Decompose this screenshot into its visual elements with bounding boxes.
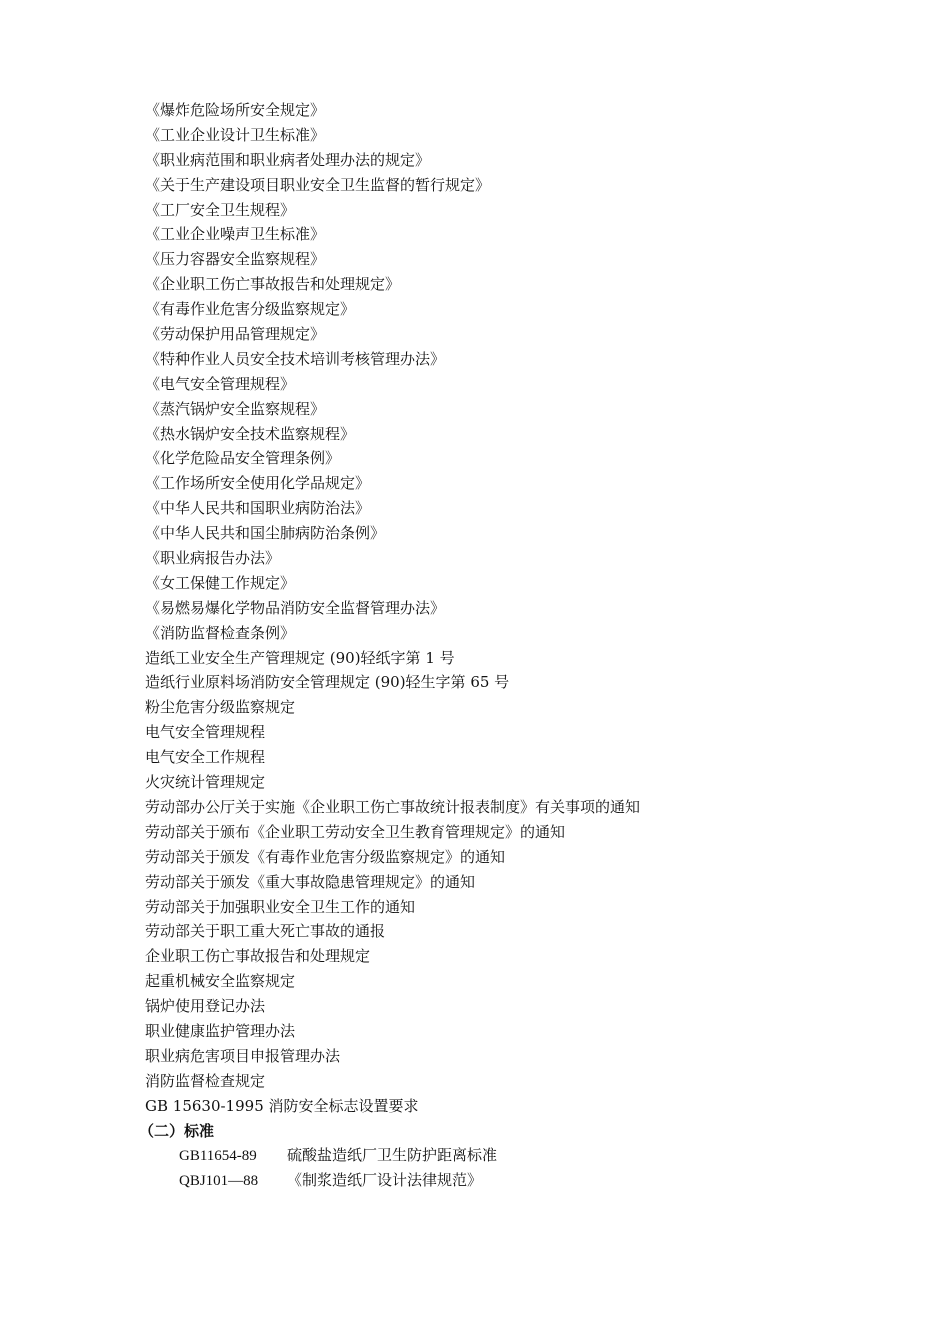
regulation-item: 《中华人民共和国尘肺病防治条例》 <box>145 524 386 543</box>
standard-item <box>145 1168 865 1193</box>
regulation-item: 电气安全工作规程 <box>145 748 266 767</box>
regulation-item: 《女工保健工作规定》 <box>145 573 296 592</box>
regulation-item: 职业健康监护管理办法 <box>145 1021 296 1040</box>
regulation-item: 起重机械安全监察规定 <box>145 972 296 991</box>
standard-item <box>145 1143 865 1168</box>
standard-code: QBJ101—88 <box>179 1173 259 1190</box>
standards-heading: （二）标准 <box>139 1121 215 1140</box>
regulation-item: 粉尘危害分级监察规定 <box>145 698 296 717</box>
regulation-item: 火灾统计管理规定 <box>145 773 266 792</box>
standard-title: 硫酸盐造纸厂卫生防护距离标准 <box>287 1146 498 1165</box>
regulation-item: 劳动部关于颁发《有毒作业危害分级监察规定》的通知 <box>145 847 506 866</box>
document-content <box>139 98 865 1193</box>
regulation-item: 劳动部关于颁布《企业职工劳动安全卫生教育管理规定》的通知 <box>145 822 566 841</box>
regulation-item: 造纸工业安全生产管理规定 (90)轻纸字第 1 号 <box>145 648 455 667</box>
regulation-item: 《工业企业设计卫生标准》 <box>145 125 326 144</box>
regulation-item: 锅炉使用登记办法 <box>145 997 266 1016</box>
regulation-item: 消防监督检查规定 <box>145 1071 266 1090</box>
regulation-item: 《爆炸危险场所安全规定》 <box>145 101 326 119</box>
regulation-item: 《蒸汽锅炉安全监察规程》 <box>145 399 326 418</box>
regulation-item: 《消防监督检查条例》 <box>145 623 296 642</box>
standard-title: 《制浆造纸厂设计法律规范》 <box>287 1171 483 1190</box>
regulation-item: 劳动部关于加强职业安全卫生工作的通知 <box>145 897 416 916</box>
regulation-item: 《电气安全管理规程》 <box>145 374 296 393</box>
regulation-item: 职业病危害项目申报管理办法 <box>145 1046 341 1065</box>
regulation-item: 劳动部关于颁发《重大事故隐患管理规定》的通知 <box>145 872 476 891</box>
regulation-item: 造纸行业原料场消防安全管理规定 (90)轻生字第 65 号 <box>145 673 510 692</box>
standards-list <box>145 1143 865 1193</box>
regulation-item: 《有毒作业危害分级监察规定》 <box>145 300 356 319</box>
regulation-item: 《企业职工伤亡事故报告和处理规定》 <box>145 275 401 294</box>
regulation-item: 企业职工伤亡事故报告和处理规定 <box>145 947 371 966</box>
regulation-item: 《工厂安全卫生规程》 <box>145 200 296 219</box>
regulation-item: 《职业病报告办法》 <box>145 549 281 568</box>
regulation-item: 电气安全管理规程 <box>145 723 266 742</box>
regulation-item: 《工作场所安全使用化学品规定》 <box>145 474 371 493</box>
regulation-item: 《化学危险品安全管理条例》 <box>145 449 341 468</box>
regulation-item: 《工业企业噪声卫生标准》 <box>145 225 326 244</box>
regulation-list <box>145 98 865 1119</box>
regulation-item: 《中华人民共和国职业病防治法》 <box>145 499 371 518</box>
regulation-item: 《劳动保护用品管理规定》 <box>145 325 326 344</box>
regulation-item: 《职业病范围和职业病者处理办法的规定》 <box>145 150 431 169</box>
regulation-item: GB 15630-1995 消防安全标志设置要求 <box>145 1096 419 1115</box>
regulation-item: 《易燃易爆化学物品消防安全监督管理办法》 <box>145 598 446 617</box>
regulation-item: 《关于生产建设项目职业安全卫生监督的暂行规定》 <box>145 175 491 194</box>
regulation-item: 劳动部关于职工重大死亡事故的通报 <box>145 922 386 941</box>
regulation-item: 劳动部办公厅关于实施《企业职工伤亡事故统计报表制度》有关事项的通知 <box>145 797 641 816</box>
standard-code: GB11654-89 <box>179 1148 257 1165</box>
regulation-item: 《特种作业人员安全技术培训考核管理办法》 <box>145 349 446 368</box>
regulation-item: 《压力容器安全监察规程》 <box>145 250 326 269</box>
regulation-item: 《热水锅炉安全技术监察规程》 <box>145 424 356 443</box>
